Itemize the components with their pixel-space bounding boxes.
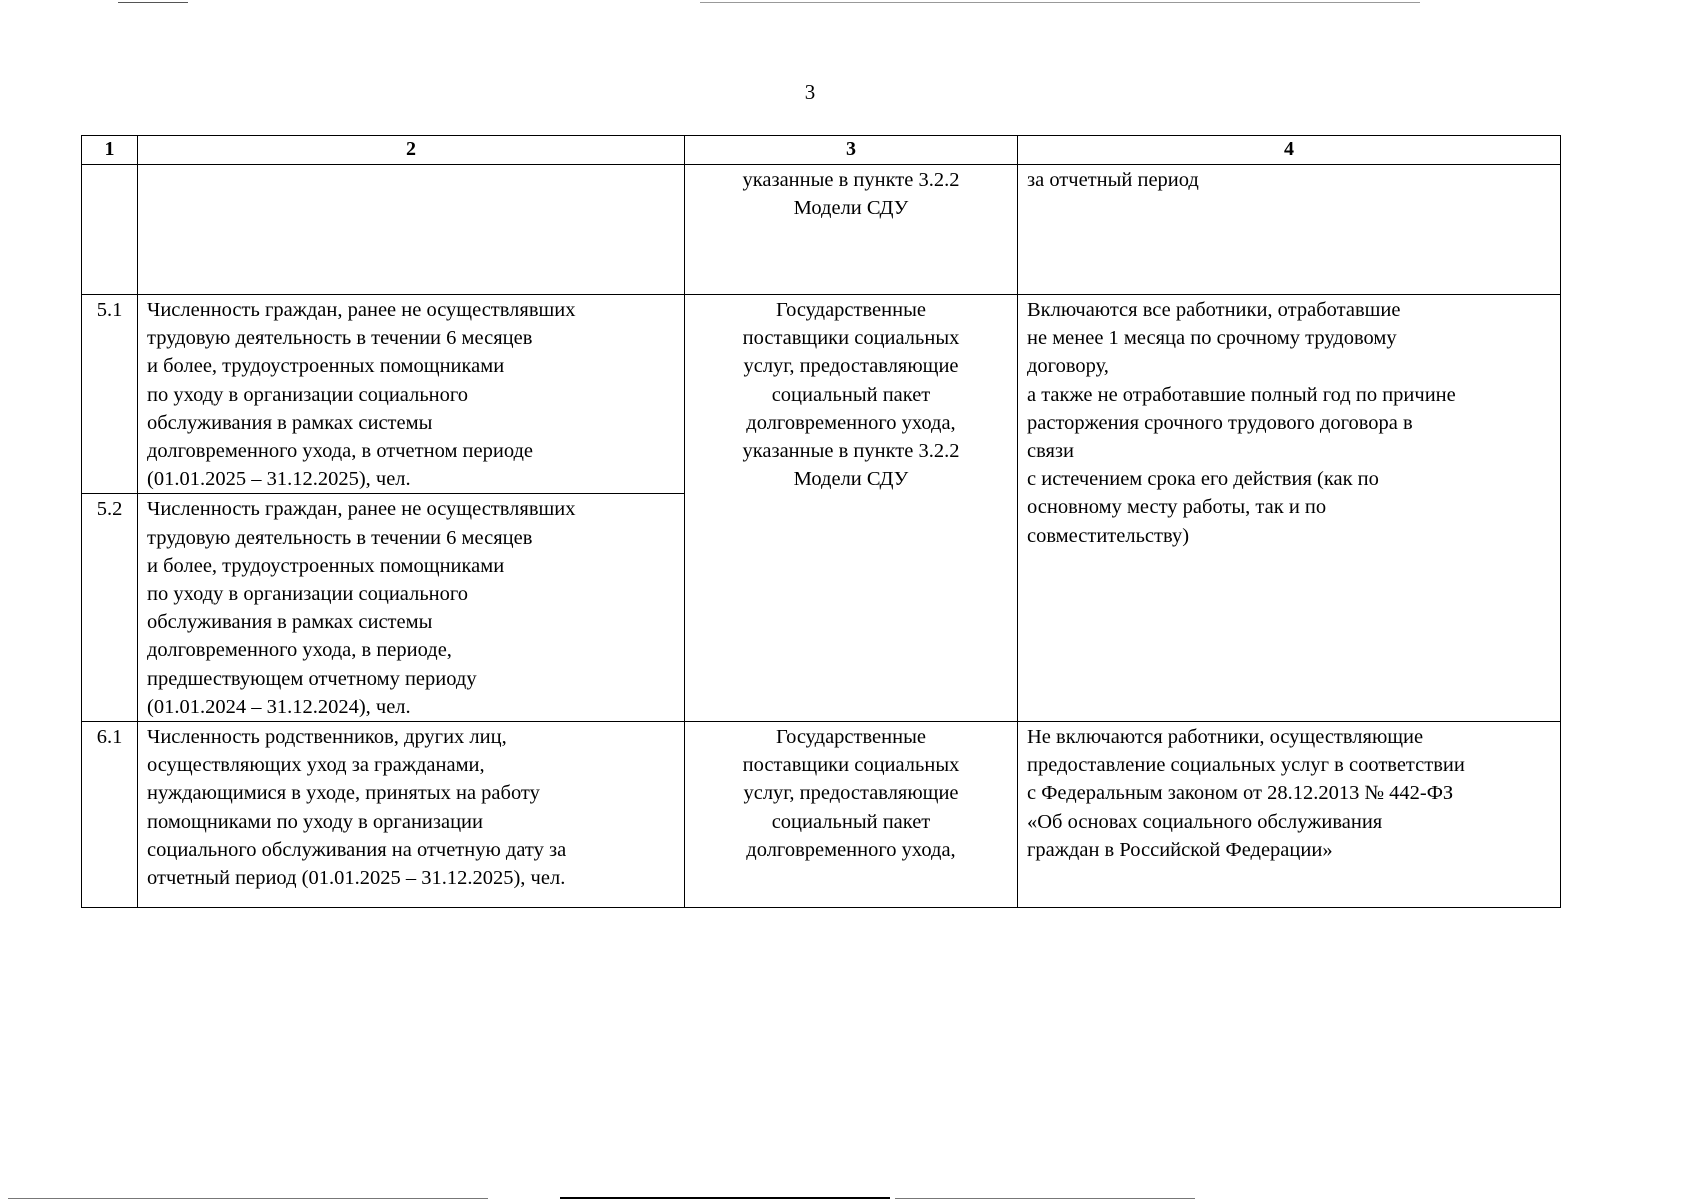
table-row-continuation xyxy=(82,165,1561,295)
table-row-6-1 xyxy=(82,722,1561,908)
indicator-6-1: Численность родственников, других лиц, осуществляющих уход за гражданами, нуждающимися в уходе, принятых на работу помощниками по уходу в организации социального обслуживания на отчетную дату за отчетный период (01.01.2025 – 31.12.2025), чел. xyxy=(138,722,685,908)
continuation-notes-cell: за отчетный период xyxy=(1018,165,1561,295)
source-5-1-5-2: Государственные поставщики социальных услуг, предоставляющие социальный пакет долговременного ухода, указанные в пункте 3.2.2 Модели СДУ xyxy=(685,295,1018,722)
continuation-source-cell: указанные в пункте 3.2.2 Модели СДУ xyxy=(685,165,1018,295)
notes-5-1-5-2: Включаются все работники, отработавшие не менее 1 месяца по срочному трудовому договору, а также не отработавшие полный год по причине расторжения срочного трудового договора в связи с истечением срока его действия (как по основному месту работы, так и по совместительству) xyxy=(1018,295,1561,722)
column-header-3: 3 xyxy=(685,136,1018,165)
continuation-indicator-cell xyxy=(138,165,685,295)
source-6-1: Государственные поставщики социальных услуг, предоставляющие социальный пакет долговременного ухода, xyxy=(685,722,1018,908)
scan-edge-mark-bottom-left xyxy=(8,1198,488,1199)
indicator-5-2: Численность граждан, ранее не осуществлявших трудовую деятельность в течении 6 месяцев и более, трудоустроенных помощниками по уходу в организации социального обслуживания в рамках системы долговременного ухода, в периоде, предшествующем отчетному периоду (01.01.2024 – 31.12.2024), чел. xyxy=(138,494,685,722)
column-header-4: 4 xyxy=(1018,136,1561,165)
scan-edge-mark-top-left xyxy=(118,2,188,3)
column-header-1: 1 xyxy=(82,136,138,165)
continuation-num-cell xyxy=(82,165,138,295)
row-number-5-1: 5.1 xyxy=(82,295,138,494)
table-row-5-1 xyxy=(82,295,1561,494)
page-number: 3 xyxy=(804,80,816,104)
indicators-table xyxy=(81,135,1561,908)
scan-edge-rule-bottom xyxy=(560,1197,890,1199)
column-header-2: 2 xyxy=(138,136,685,165)
row-number-5-2: 5.2 xyxy=(82,494,138,722)
notes-6-1: Не включаются работники, осуществляющие предоставление социальных услуг в соответствии с Федеральным законом от 28.12.2013 № 442-ФЗ «Об основах социального обслуживания граждан в Российской Федерации» xyxy=(1018,722,1561,908)
table-header-row xyxy=(82,136,1561,165)
scan-edge-mark-top xyxy=(700,2,1420,3)
indicator-5-1: Численность граждан, ранее не осуществлявших трудовую деятельность в течении 6 месяцев и более, трудоустроенных помощниками по уходу в организации социального обслуживания в рамках системы долговременного ухода, в отчетном периоде (01.01.2025 – 31.12.2025), чел. xyxy=(138,295,685,494)
scan-edge-mark-bottom-right xyxy=(895,1198,1195,1199)
row-number-6-1: 6.1 xyxy=(82,722,138,908)
